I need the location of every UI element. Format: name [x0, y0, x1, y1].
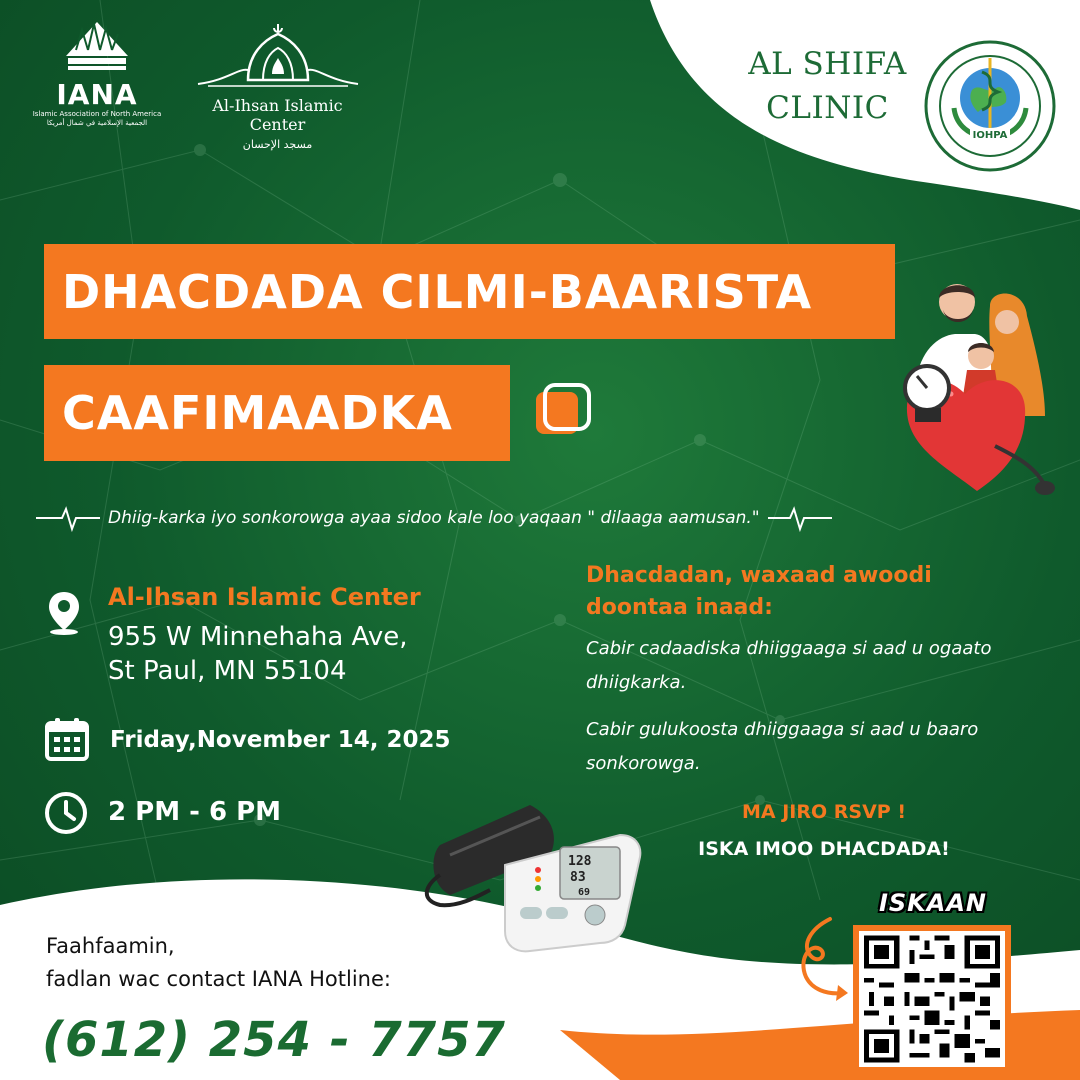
- benefit-item-blood-pressure: Cabir cadaadiska dhiiggaaga si aad u ogaato dhiigkarka.: [586, 638, 992, 693]
- iana-emblem-icon: [62, 18, 132, 80]
- benefits-heading: Dhacdadan, waxaad awoodi doontaa inaad:: [586, 563, 932, 620]
- al-shifa-line2: CLINIC: [766, 90, 889, 126]
- curly-arrow-icon: [790, 915, 860, 1010]
- benefit-item-glucose: Cabir gulukoosta dhiiggaaga si aad u baaro sonkorowga.: [586, 719, 979, 774]
- contact-line2: fadlan wac contact IANA Hotline:: [46, 967, 391, 991]
- reading-sys: 128: [568, 854, 592, 869]
- heartbeat-line-icon: [36, 503, 100, 533]
- contact-info: [46, 930, 391, 996]
- al-shifa-line1: AL SHIFA: [748, 46, 907, 82]
- reading-pulse: 69: [578, 887, 591, 898]
- contact-line1: Faahfaamin,: [46, 934, 175, 958]
- iana-name: IANA: [56, 78, 138, 111]
- iana-subtitle-arabic: الجمعية الإسلامية في شمال أمريكا: [46, 119, 148, 127]
- blood-pressure-monitor-illustration: [420, 795, 650, 955]
- heartbeat-line-icon: [768, 503, 832, 533]
- qr-code[interactable]: [853, 925, 1011, 1073]
- iana-logo: [32, 18, 162, 148]
- address-line2: St Paul, MN 55104: [108, 656, 347, 686]
- family-heart-illustration: [895, 276, 1060, 501]
- tagline-row: [36, 503, 1046, 533]
- reading-dia: 83: [570, 870, 586, 885]
- address-line1: 955 W Minnehaha Ave,: [108, 622, 408, 652]
- clock-icon: [43, 790, 89, 836]
- checkbox-icon: [533, 382, 593, 438]
- location-pin-icon: [46, 590, 82, 636]
- mosque-dome-icon: [188, 18, 368, 90]
- no-rsvp-text: MA JIRO RSVP !: [742, 801, 906, 823]
- al-ihsan-arabic-name: مسجد الإحسان: [242, 138, 313, 151]
- iana-subtitle: Islamic Association of North America: [32, 110, 162, 118]
- walk-in-text: ISKA IMOO DHACDADA!: [698, 838, 950, 860]
- iohpa-label: IOHPA: [972, 130, 1008, 141]
- al-shifa-clinic-logo: [745, 42, 910, 130]
- event-date: Friday,November 14, 2025: [110, 727, 451, 753]
- calendar-icon: [44, 716, 90, 762]
- tagline-text: Dhiig-karka iyo sonkorowga ayaa sidoo kale loo yaqaan " dilaaga aamusan.": [108, 508, 760, 528]
- event-time: 2 PM - 6 PM: [108, 797, 282, 827]
- hotline-phone-number[interactable]: (612) 254 - 7757: [42, 1012, 506, 1068]
- al-ihsan-name: Al-Ihsan Islamic Center: [212, 96, 343, 134]
- title-banner-line2: CAAFIMAADKA: [44, 365, 510, 461]
- scan-label: ISKAAN: [878, 889, 988, 917]
- qr-code-icon: [859, 931, 1005, 1067]
- al-ihsan-logo: [185, 18, 370, 151]
- iohpa-seal-logo: [922, 38, 1058, 174]
- location-name: Al-Ihsan Islamic Center: [108, 583, 421, 611]
- title-banner-line1: DHACDADA CILMI-BAARISTA: [44, 244, 895, 339]
